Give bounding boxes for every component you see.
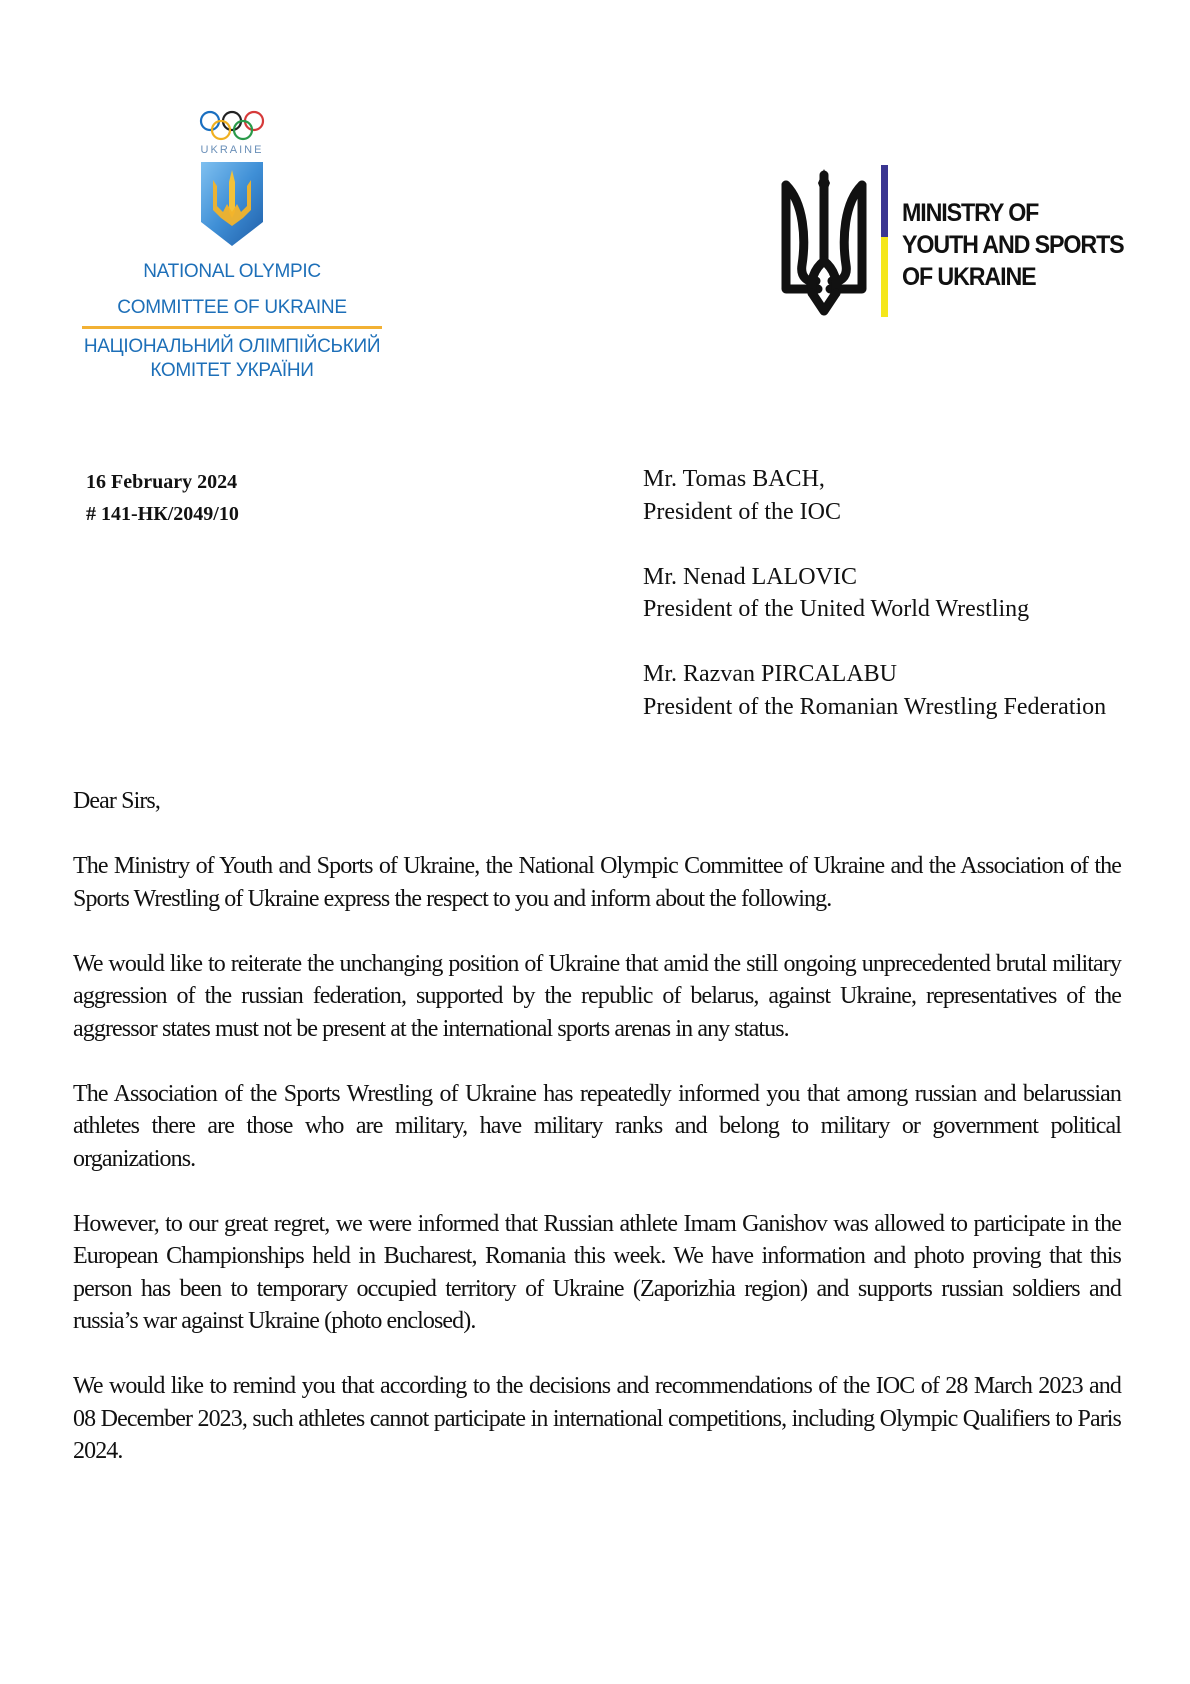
body-paragraph: The Association of the Sports Wrestling of Ukraine has repeatedly informed you that among russian and belarussian athletes there are those who are military, have military ranks and belong to military or government political organizations. [73, 1080, 1121, 1172]
noc-name-en-line2: COMMITTEE OF UKRAINE [117, 297, 347, 318]
ministry-name-line3: OF UKRAINE [902, 263, 1036, 291]
flag-bar-blue [881, 165, 888, 237]
letter-meta [86, 466, 239, 530]
body-paragraph: The Ministry of Youth and Sports of Ukraine, the National Olympic Committee of Ukraine and the Association of the Sports Wrestling of Ukraine express the respect to you and inform about the following. [73, 853, 1121, 912]
noc-shield-trident-icon [199, 160, 265, 248]
noc-divider [82, 326, 382, 329]
ukraine-trident-icon [778, 169, 870, 319]
recipient-title: President of the IOC [643, 498, 841, 525]
recipient [643, 658, 1121, 723]
body-paragraph: We would like to remind you that according to the decisions and recommendations of the IOC of 28 March 2023 and 08 December 2023, such athletes cannot participate in international competitions, including Olympic Qualifiers to Paris 2024. [73, 1373, 1121, 1464]
noc-name-en-line1: NATIONAL OLYMPIC [143, 261, 321, 282]
ministry-flag-bar [881, 165, 888, 317]
recipient [643, 561, 1121, 626]
ministry-name-line1: MINISTRY OF [902, 199, 1039, 227]
recipient-name: Mr. Razvan PIRCALABU [643, 661, 897, 687]
noc-name-ua-line2: КОМІТЕТ УКРАЇНИ [150, 360, 314, 381]
recipient-title: President of the Romanian Wrestling Federation [643, 693, 1107, 720]
recipient-name: Mr. Tomas BACH, [643, 466, 825, 492]
noc-name-ua-line1: НАЦІОНАЛЬНИЙ ОЛІМПІЙСЬКИЙ [83, 336, 381, 357]
letter-date: 16 February 2024 [86, 471, 238, 493]
body-paragraph: However, to our great regret, we were informed that Russian athlete Imam Ganishov was allowed to participate in the European Championships held in Bucharest, Romania this week. We have information and photo proving that this person has been to temporary occupied territory of Ukraine (Zaporizhia region) and supports russian soldiers and russia’s war against Ukraine (photo enclosed). [73, 1210, 1121, 1334]
body-paragraph: We would like to reiterate the unchanging position of Ukraine that amid the still ongoing unprecedented brutal military aggression of the russian federation, supported by the republic of belarus, against Ukraine, representatives of the aggressor states must not be present at the international sports arenas in any status. [73, 950, 1121, 1042]
letter-body [73, 785, 1121, 1500]
recipient [643, 463, 1121, 528]
noc-country-word: UKRAINE [200, 144, 264, 156]
flag-bar-yellow [881, 237, 888, 317]
olympic-rings-icon [198, 110, 266, 142]
ministry-name-line2: YOUTH AND SPORTS [902, 231, 1124, 259]
letter-reference: # 141-НК/2049/10 [86, 503, 239, 525]
recipients-block [643, 463, 1121, 756]
salutation: Dear Sirs, [73, 788, 160, 814]
noc-logo [82, 110, 382, 383]
recipient-title: President of the United World Wrestling [643, 596, 1030, 622]
ministry-name [902, 197, 1124, 293]
recipient-name: Mr. Nenad LALOVIC [643, 563, 857, 590]
